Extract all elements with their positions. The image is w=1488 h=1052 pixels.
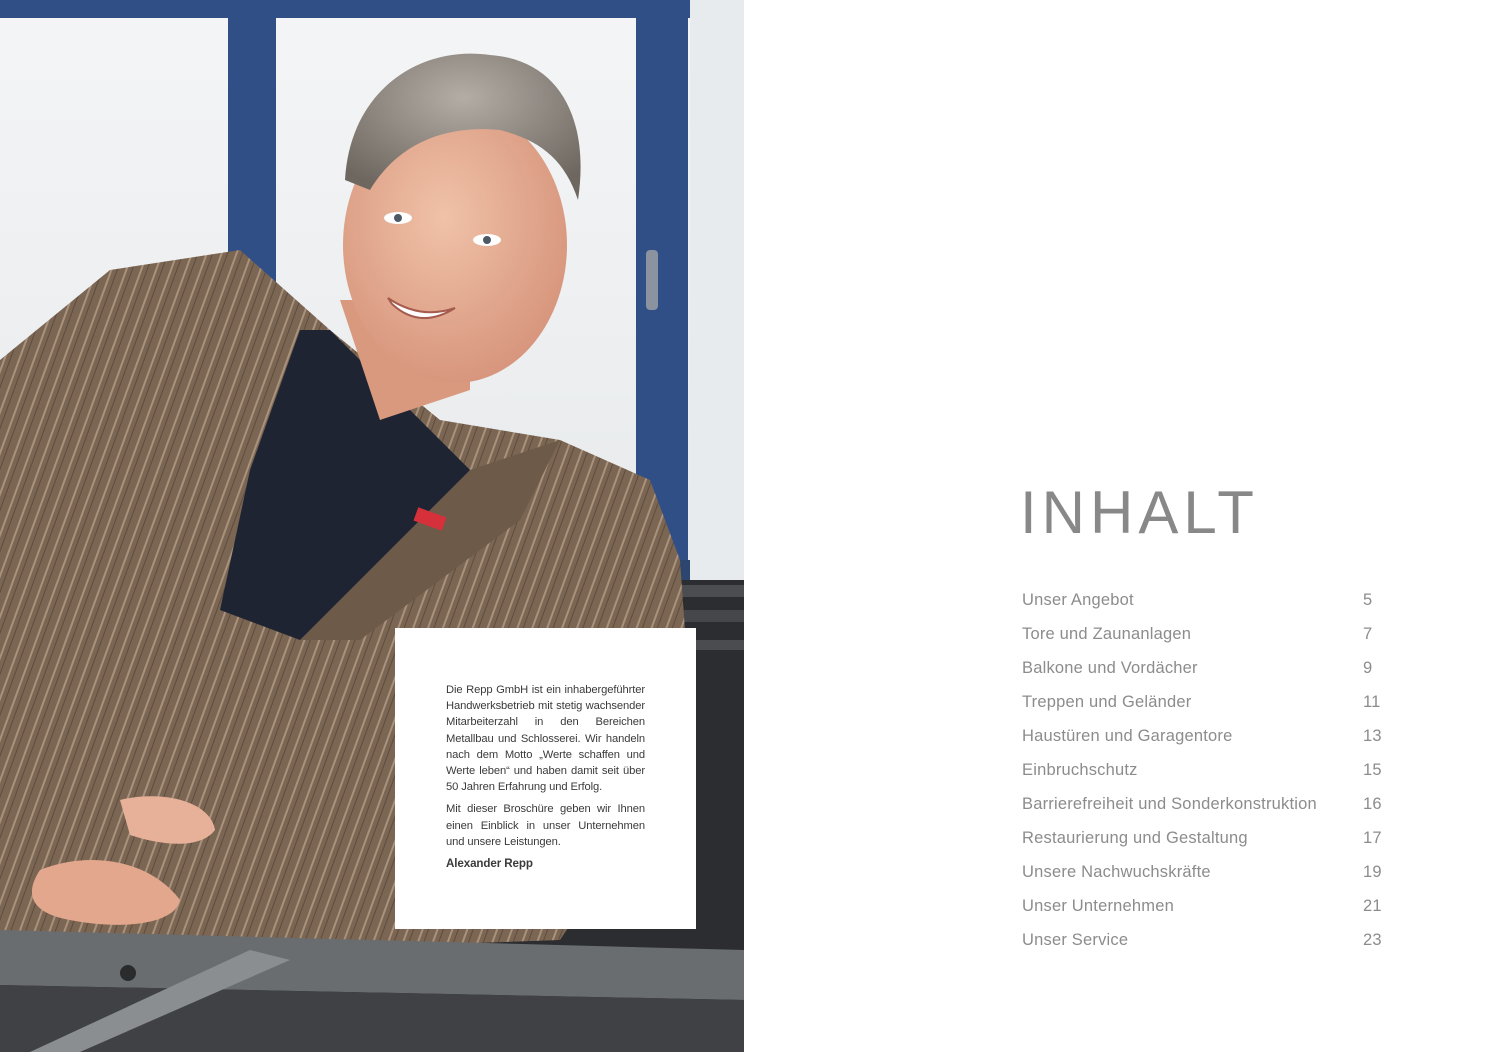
toc-item[interactable] xyxy=(1022,787,1382,821)
toc-page-number: 5 xyxy=(1363,591,1373,609)
toc-item[interactable] xyxy=(1022,617,1382,651)
toc-item[interactable] xyxy=(1022,855,1382,889)
toc-item-label: Einbruchschutz xyxy=(1022,761,1138,779)
toc-title: INHALT xyxy=(1020,479,1259,546)
toc-item[interactable] xyxy=(1022,889,1382,923)
intro-paragraph: Mit dieser Broschüre geben wir Ihnen einen Einblick in unser Unternehmen und unsere Leistungen. xyxy=(446,803,645,848)
toc-page-number: 9 xyxy=(1363,659,1373,677)
toc-page-number: 21 xyxy=(1363,897,1382,915)
toc-item[interactable] xyxy=(1022,685,1382,719)
toc-item-label: Barrierefreiheit und Sonderkonstruktion xyxy=(1022,795,1317,813)
toc-item-label: Unser Unternehmen xyxy=(1022,897,1174,915)
toc-item-label: Unser Angebot xyxy=(1022,591,1134,609)
toc-item-label: Treppen und Geländer xyxy=(1022,693,1192,711)
intro-paragraph: Die Repp GmbH ist ein inhabergeführter Handwerksbetrieb mit stetig wachsender Mitarbeiterzahl in den Bereichen Metallbau und Schlosserei. Wir handeln nach dem Motto „Werte schaffen und Werte leben“ und haben damit seit über 50 Jahren Erfahrung und Erfolg. xyxy=(446,684,645,794)
toc-item[interactable] xyxy=(1022,651,1382,685)
toc-page-number: 13 xyxy=(1363,727,1382,745)
toc-item-label: Unsere Nachwuchskräfte xyxy=(1022,863,1211,881)
toc-page-number: 11 xyxy=(1363,693,1381,711)
signature: Alexander Repp xyxy=(446,857,533,871)
toc-list xyxy=(1022,583,1382,957)
toc-page-number: 17 xyxy=(1363,829,1382,847)
table-of-contents-page xyxy=(744,0,1488,1052)
toc-item[interactable] xyxy=(1022,923,1382,957)
toc-page-number: 7 xyxy=(1363,625,1373,643)
toc-item-label: Tore und Zaunanlagen xyxy=(1022,625,1192,643)
toc-item-label: Balkone und Vordächer xyxy=(1022,659,1198,677)
toc-item-label: Haustüren und Garagentore xyxy=(1022,727,1233,745)
toc-item-label: Unser Service xyxy=(1022,931,1129,949)
toc-page-number: 15 xyxy=(1363,761,1382,779)
toc-item[interactable] xyxy=(1022,583,1382,617)
intro-text-box xyxy=(395,628,696,929)
toc-page-number: 23 xyxy=(1363,931,1382,949)
toc-item-label: Restaurierung und Gestaltung xyxy=(1022,829,1248,847)
toc-item[interactable] xyxy=(1022,753,1382,787)
toc-item[interactable] xyxy=(1022,821,1382,855)
toc-page-number: 16 xyxy=(1363,795,1382,813)
toc-item[interactable] xyxy=(1022,719,1382,753)
toc-page-number: 19 xyxy=(1363,863,1382,881)
